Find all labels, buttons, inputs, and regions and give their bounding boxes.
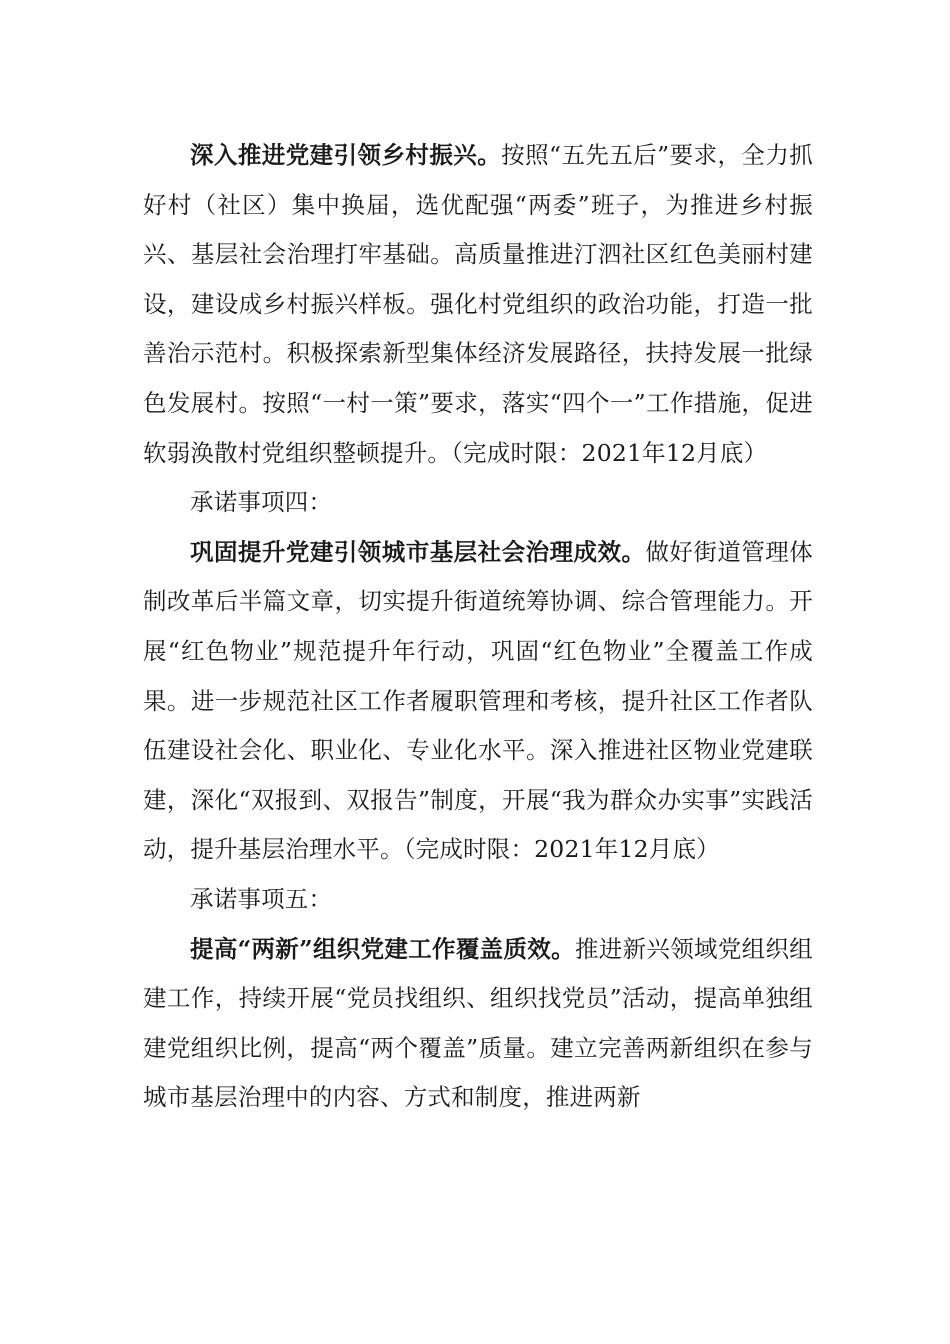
- paragraph-urban-governance: [143, 528, 813, 875]
- commitment-heading-four: 承诺事项四：: [190, 488, 333, 517]
- paragraph-lead: 深入推进党建引领乡村振兴。: [190, 141, 502, 169]
- paragraph-body: 按照“五先五后”要求，全力抓好村（社区）集中换届，选优配强“两委”班子，为推进乡村振兴、基层社会治理打牢基础。高质量推进汀泗社区红色美丽村建设，建设成乡村振兴样板。强化村党组织的政治功能，打造一批善治示范村。积极探索新型集体经济发展路径，扶持发展一批绿色发展村。按照“一村一策”要求，落实“四个一”工作措施，促进软弱涣散村党组织整顿提升。（完成时限：2021年12月底）: [143, 141, 813, 467]
- paragraph-body: 推进新兴领域党组织组建工作，持续开展“党员找组织、组织找党员”活动，提高单独组建党组织比例，提高“两个覆盖”质量。建立完善两新组织在参与城市基层治理中的内容、方式和制度，推进两新: [143, 934, 813, 1112]
- commitment-heading-five: 承诺事项五：: [190, 884, 333, 913]
- paragraph-lead: 提高“两新”组织党建工作覆盖质效。: [190, 934, 575, 963]
- paragraph-body: 做好街道管理体制改革后半篇文章，切实提升街道统筹协调、综合管理能力。开展“红色物业”规范提升年行动，巩固“红色物业”全覆盖工作成果。进一步规范社区工作者履职管理和考核，提升社区工作者队伍建设社会化、职业化、专业化水平。深入推进社区物业党建联建，深化“双报到、双报告”制度，开展“我为群众办实事”实践活动，提升基层治理水平。（完成时限：2021年12月底）: [143, 537, 813, 864]
- paragraph-lead: 巩固提升党建引领城市基层社会治理成效。: [190, 537, 646, 566]
- paragraph-rural-revitalization: [143, 131, 813, 478]
- paragraph-two-new-organizations: [143, 925, 813, 1123]
- document-page: [143, 131, 813, 1123]
